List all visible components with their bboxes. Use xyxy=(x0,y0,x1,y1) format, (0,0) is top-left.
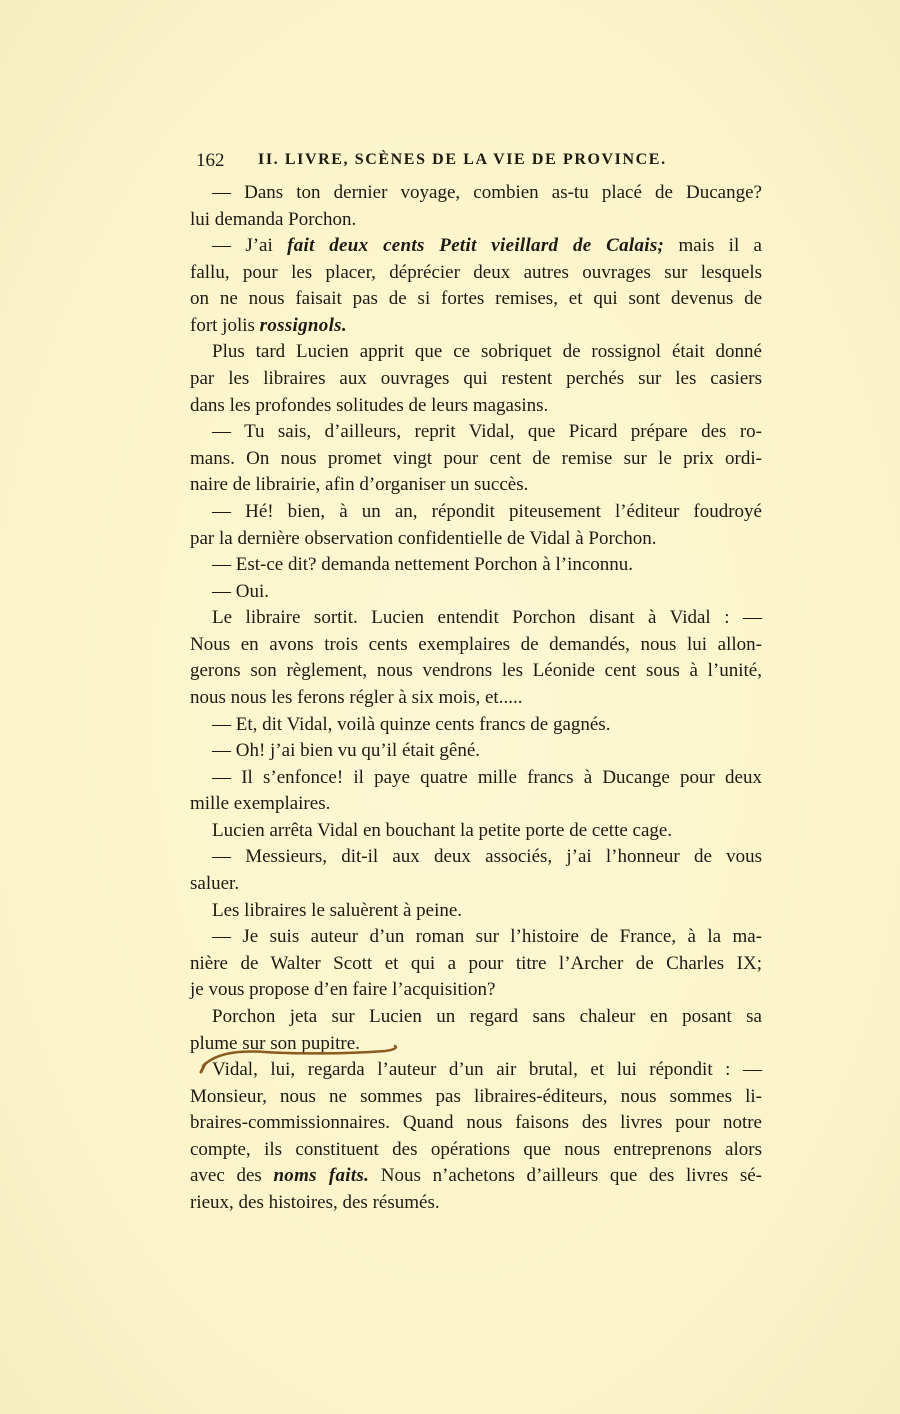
text-segment: Les libraires le saluèrent à peine. xyxy=(212,899,463,921)
text-segment: par les libraires aux ouvrages qui restent perchés sur les casiers xyxy=(190,368,762,390)
text-line xyxy=(190,419,762,446)
text-line xyxy=(190,260,762,287)
text-segment: dans les profondes solitudes de leurs magasins. xyxy=(190,394,549,416)
text-line xyxy=(190,579,762,606)
text-segment: rieux, des histoires, des résumés. xyxy=(190,1191,440,1213)
text-line xyxy=(190,286,762,313)
text-segment: lui demanda Porchon. xyxy=(190,208,357,230)
text-line xyxy=(190,1057,762,1084)
text-line xyxy=(190,180,762,207)
text-segment: Porchon jeta sur Lucien un regard sans chaleur en posant sa xyxy=(212,1005,762,1027)
text-line xyxy=(190,685,762,712)
text-segment: — J’ai xyxy=(212,235,288,257)
text-segment: Vidal, lui, regarda l’auteur d’un air brutal, et lui répondit : — xyxy=(212,1059,762,1081)
text-line xyxy=(190,871,762,898)
text-segment: — Est-ce dit? demanda nettement Porchon à l’inconnu. xyxy=(212,554,634,576)
text-line xyxy=(190,1163,762,1190)
text-segment: Plus tard Lucien apprit que ce sobriquet de rossignol était donné xyxy=(212,341,762,363)
text-line xyxy=(190,791,762,818)
text-segment: par la dernière observation confidentielle de Vidal à Porchon. xyxy=(190,527,657,549)
text-line xyxy=(190,339,762,366)
text-line xyxy=(190,712,762,739)
text-line xyxy=(190,605,762,632)
running-title: II. LIVRE, SCÈNES DE LA VIE DE PROVINCE. xyxy=(258,151,667,168)
text-line xyxy=(190,1084,762,1111)
text-line xyxy=(190,526,762,553)
text-line xyxy=(190,1137,762,1164)
text-segment: je vous propose d’en faire l’acquisition? xyxy=(190,979,496,1001)
text-segment: — Et, dit Vidal, voilà quinze cents francs de gagnés. xyxy=(212,713,611,735)
text-line xyxy=(190,818,762,845)
text-line xyxy=(190,632,762,659)
text-segment: Monsieur, nous ne sommes pas libraires-éditeurs, nous sommes li- xyxy=(190,1085,762,1107)
text-line xyxy=(190,738,762,765)
text-line xyxy=(190,658,762,685)
text-segment: — Tu sais, d’ailleurs, reprit Vidal, que Picard prépare des ro- xyxy=(212,421,762,443)
text-segment: Le libraire sortit. Lucien entendit Porchon disant à Vidal : — xyxy=(212,607,762,629)
text-segment: Lucien arrêta Vidal en bouchant la petite porte de cette cage. xyxy=(212,819,673,841)
text-line xyxy=(190,446,762,473)
text-line xyxy=(190,366,762,393)
text-line xyxy=(190,898,762,925)
text-segment: avec des xyxy=(190,1165,274,1187)
text-segment: Nous n’achetons d’ailleurs que des livres sé- xyxy=(369,1165,762,1187)
text-segment: — Dans ton dernier voyage, combien as-tu placé de Ducange? xyxy=(212,182,762,203)
text-line xyxy=(190,499,762,526)
text-segment: fallu, pour les placer, déprécier deux autres ouvrages sur lesquels xyxy=(190,261,762,283)
text-segment: nous nous les ferons régler à six mois, et..... xyxy=(190,686,523,708)
text-line xyxy=(190,1110,762,1137)
text-segment: — Oh! j’ai bien vu qu’il était gêné. xyxy=(212,740,481,762)
text-line xyxy=(190,233,762,260)
text-segment: mans. On nous promet vingt pour cent de remise sur le prix ordi- xyxy=(190,447,762,469)
text-line xyxy=(190,951,762,978)
italic-text: fait deux cents Petit vieillard de Calais; xyxy=(287,235,665,257)
text-line xyxy=(190,765,762,792)
text-segment: plume sur son pupitre. xyxy=(190,1032,360,1054)
text-line xyxy=(190,313,762,340)
text-line xyxy=(190,207,762,234)
text-segment: — Oui. xyxy=(212,580,269,602)
text-line xyxy=(190,472,762,499)
text-line xyxy=(190,844,762,871)
text-segment: — Il s’enfonce! il paye quatre mille francs à Ducange pour deux xyxy=(212,766,762,788)
text-segment: — Messieurs, dit-il aux deux associés, j’ai l’honneur de vous xyxy=(212,846,762,868)
text-segment: saluer. xyxy=(190,873,240,895)
page-header xyxy=(196,150,766,176)
text-segment: Nous en avons trois cents exemplaires de demandés, nous lui allon- xyxy=(190,633,762,655)
italic-text: noms faits. xyxy=(273,1165,370,1187)
body-text xyxy=(190,180,762,1217)
text-line xyxy=(190,977,762,1004)
text-line xyxy=(190,1004,762,1031)
italic-text: rossignols. xyxy=(259,314,347,336)
text-line xyxy=(190,1190,762,1217)
page-number: 162 xyxy=(196,150,225,171)
text-segment: compte, ils constituent des opérations que nous entreprenons alors xyxy=(190,1138,762,1160)
text-segment: — Hé! bien, à un an, répondit piteusement l’éditeur foudroyé xyxy=(212,500,762,522)
text-segment: on ne nous faisait pas de si fortes remises, et qui sont devenus de xyxy=(190,288,762,310)
text-line xyxy=(190,552,762,579)
text-segment: — Je suis auteur d’un roman sur l’histoire de France, à la ma- xyxy=(212,926,762,948)
text-segment: mais il a xyxy=(664,235,762,257)
text-segment: braires-commissionnaires. Quand nous faisons des livres pour notre xyxy=(190,1112,762,1134)
text-line xyxy=(190,924,762,951)
text-segment: fort jolis xyxy=(190,314,260,336)
text-segment: naire de librairie, afin d’organiser un succès. xyxy=(190,474,529,496)
text-segment: gerons son règlement, nous vendrons les Léonide cent sous à l’unité, xyxy=(190,660,762,682)
text-line xyxy=(190,393,762,420)
text-segment: mille exemplaires. xyxy=(190,793,331,815)
text-segment: nière de Walter Scott et qui a pour titre l’Archer de Charles IX; xyxy=(190,952,762,974)
text-line xyxy=(190,1031,762,1058)
